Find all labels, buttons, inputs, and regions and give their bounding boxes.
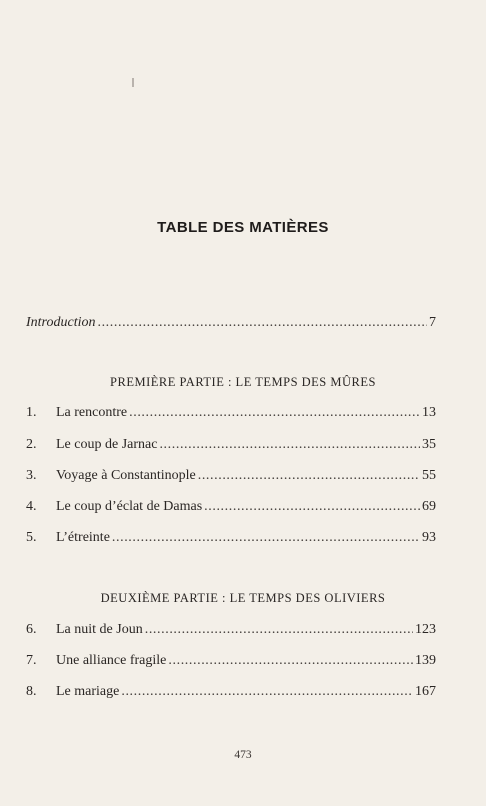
toc-entry-number: 4. bbox=[26, 499, 37, 514]
leader-dots bbox=[112, 529, 420, 547]
toc-entry bbox=[26, 529, 436, 547]
toc-entry-label: L’étreinte bbox=[56, 530, 110, 545]
toc-entry bbox=[26, 404, 436, 422]
page-number: 473 bbox=[234, 749, 252, 761]
toc-entry-number: 3. bbox=[26, 468, 37, 483]
toc-entry-page: 55 bbox=[422, 468, 436, 483]
leader-dots bbox=[145, 621, 413, 639]
toc-entry-number: 7. bbox=[26, 653, 37, 668]
toc-entry-label: Le coup d’éclat de Damas bbox=[56, 499, 203, 514]
ink-mark bbox=[132, 78, 134, 87]
toc-entry-number: 5. bbox=[26, 530, 37, 545]
leader-dots bbox=[204, 498, 420, 516]
toc-entry-number: 2. bbox=[26, 437, 37, 452]
toc-entry-page: 139 bbox=[415, 653, 436, 668]
leader-dots bbox=[121, 683, 413, 701]
leader-dots bbox=[198, 467, 420, 485]
toc-entry-label: La rencontre bbox=[56, 405, 128, 420]
toc-entry-label: Voyage à Constantinople bbox=[56, 468, 196, 483]
toc-entry-page: 93 bbox=[422, 530, 436, 545]
toc-entry-page: 13 bbox=[422, 405, 436, 420]
toc-entry bbox=[26, 652, 436, 670]
toc-entry-page: 123 bbox=[415, 622, 436, 637]
toc-entry-page: 7 bbox=[429, 315, 436, 330]
toc-entry-page: 35 bbox=[422, 437, 436, 452]
toc-entry-number: 8. bbox=[26, 684, 37, 699]
toc-entry-label: Introduction bbox=[26, 315, 96, 330]
leader-dots bbox=[159, 436, 420, 454]
toc-title: TABLE DES MATIÈRES bbox=[157, 219, 329, 236]
toc-entry-label: La nuit de Joun bbox=[56, 622, 143, 637]
toc-entry bbox=[26, 621, 436, 639]
toc-entry-number: 1. bbox=[26, 405, 37, 420]
part-two-heading: DEUXIÈME PARTIE : LE TEMPS DES OLIVIERS bbox=[100, 591, 386, 605]
toc-entry bbox=[26, 467, 436, 485]
toc-entry-number: 6. bbox=[26, 622, 37, 637]
leader-dots bbox=[168, 652, 413, 670]
toc-entry bbox=[26, 436, 436, 454]
toc-entry-label: Une alliance fragile bbox=[56, 653, 167, 668]
toc-entry-page: 167 bbox=[415, 684, 436, 699]
leader-dots bbox=[97, 314, 427, 332]
part-one-heading: PREMIÈRE PARTIE : LE TEMPS DES MÛRES bbox=[110, 375, 376, 389]
toc-entry bbox=[26, 498, 436, 516]
toc-entry-label: Le mariage bbox=[56, 684, 120, 699]
toc-entry bbox=[26, 683, 436, 701]
toc-entry-page: 69 bbox=[422, 499, 436, 514]
toc-entry-introduction bbox=[26, 314, 436, 332]
leader-dots bbox=[129, 404, 420, 422]
toc-entry-label: Le coup de Jarnac bbox=[56, 437, 158, 452]
